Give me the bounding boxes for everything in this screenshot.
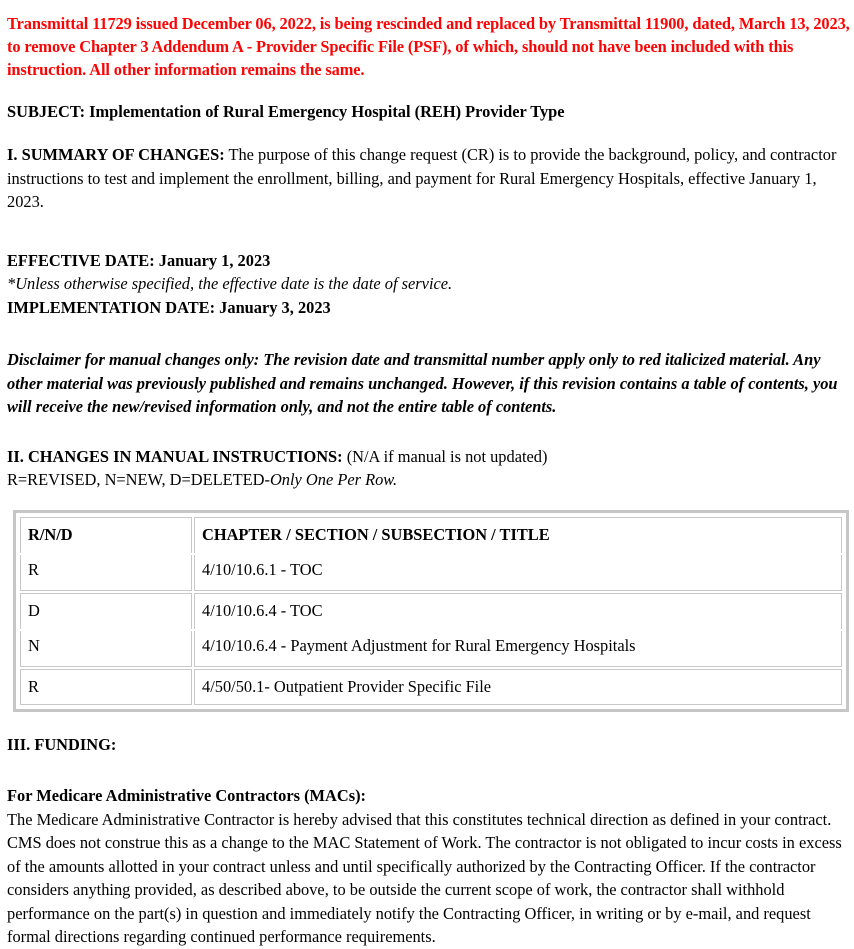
changes-section-note: (N/A if manual is not updated) <box>342 446 548 466</box>
cell-title: 4/10/10.6.4 - TOC <box>194 593 842 629</box>
cell-title: 4/10/10.6.4 - Payment Adjustment for Rural Emergency Hospitals <box>194 631 842 667</box>
changes-legend-line <box>7 468 850 492</box>
table-row <box>20 593 842 629</box>
implementation-date-line <box>7 296 850 320</box>
macs-heading: For Medicare Administrative Contractors (MACs): <box>7 786 366 805</box>
table-row <box>20 669 842 705</box>
rescission-notice: Transmittal 11729 issued December 06, 2022, is being rescinded and replaced by Transmittal 11900, dated, March 13, 2023, to remove Chapter 3 Addendum A - Provider Specific File (PSF), of which, should not have been included with this instruction. All other information remains the same. <box>7 14 850 79</box>
changes-table-frame <box>13 510 849 712</box>
cell-title: 4/10/10.6.1 - TOC <box>194 555 842 591</box>
funding-heading: III. FUNDING: <box>7 734 117 754</box>
subject-line: SUBJECT: Implementation of Rural Emergency Hospital (REH) Provider Type <box>7 102 565 121</box>
table-row <box>20 631 842 667</box>
cell-rnd: D <box>20 593 192 629</box>
changes-table-body <box>20 517 842 705</box>
cell-rnd: R <box>20 555 192 591</box>
effective-date-line <box>7 249 850 273</box>
changes-table <box>18 515 844 707</box>
changes-heading-line <box>7 445 850 469</box>
effective-date-footnote: *Unless otherwise specified, the effective date is the date of service. <box>7 274 453 293</box>
column-header-title: CHAPTER / SECTION / SUBSECTION / TITLE <box>194 517 842 553</box>
effective-date-value: January 1, 2023 <box>154 250 271 270</box>
cell-rnd: R <box>20 669 192 705</box>
cell-rnd: N <box>20 631 192 667</box>
cell-title: 4/50/50.1- Outpatient Provider Specific File <box>194 669 842 705</box>
table-header-row <box>20 517 842 553</box>
manual-changes-disclaimer: Disclaimer for manual changes only: The revision date and transmittal number apply only to red italicized material. Any other material was previously published and remains unchanged. However, if this revision contains a table of contents, you will receive the new/revised information only, and not the entire table of contents. <box>7 350 838 416</box>
changes-section-label: II. CHANGES IN MANUAL INSTRUCTIONS: <box>7 446 343 466</box>
changes-legend-plain: R=REVISED, N=NEW, D=DELETED- <box>7 470 270 489</box>
summary-of-changes-label: I. SUMMARY OF CHANGES: <box>7 145 225 164</box>
dates-block <box>7 249 850 320</box>
column-header-rnd: R/N/D <box>20 517 192 553</box>
macs-paragraph: The Medicare Administrative Contractor is hereby advised that this constitutes technical direction as defined in your contract. CMS does not construe this as a change to the MAC Statement of Work. The contractor is not obligated to incur costs in excess of the amounts allotted in your contract unless and until specifically authorized by the Contracting Officer. If the contractor considers anything provided, as described above, to be outside the current scope of work, the contractor shall withhold performance on the part(s) in question and immediately notify the Contracting Officer, in writing or by e-mail, and request formal directions regarding continued performance requirements. <box>7 809 842 946</box>
implementation-date-label: IMPLEMENTATION DATE: <box>7 297 216 317</box>
effective-date-label: EFFECTIVE DATE: <box>7 250 155 270</box>
table-row <box>20 555 842 591</box>
implementation-date-value: January 3, 2023 <box>215 297 331 317</box>
summary-of-changes-body: The purpose of this change request (CR) is to provide the background, policy, and contractor instructions to test and implement the enrollment, billing, and payment for Rural Emergency Hospitals, effective January 1, 2023. <box>7 145 837 211</box>
summary-of-changes-paragraph <box>7 143 850 214</box>
changes-legend-italic: Only One Per Row. <box>269 470 398 489</box>
changes-in-manual-instructions-heading <box>7 445 850 492</box>
